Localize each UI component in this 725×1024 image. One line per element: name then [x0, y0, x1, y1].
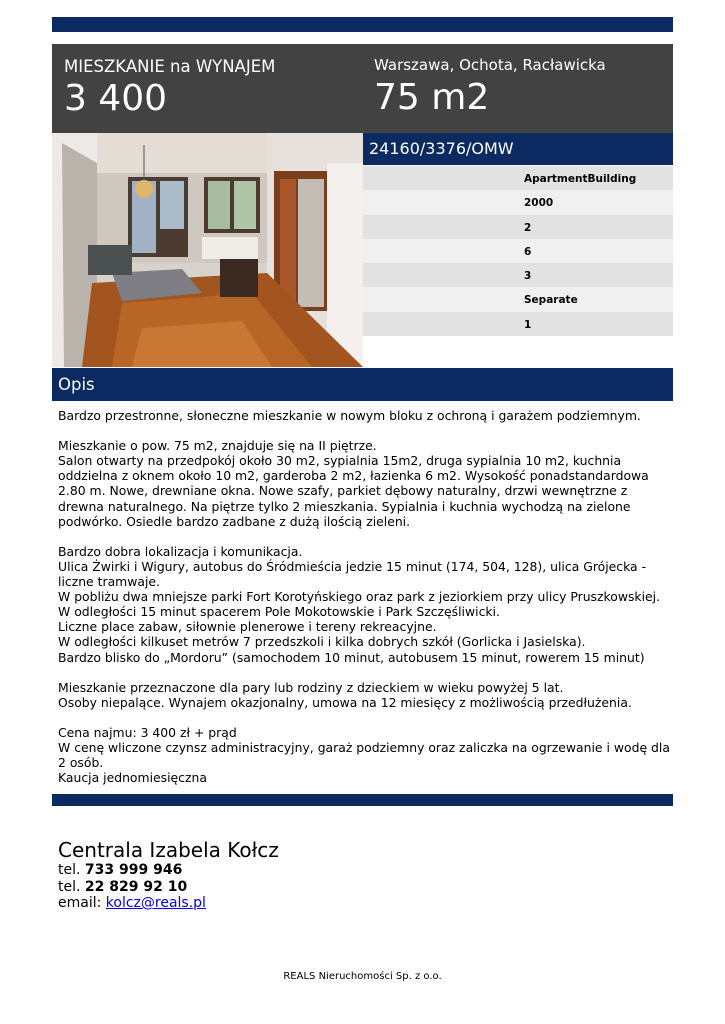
property-value: 2000 — [524, 197, 554, 210]
property-value: 3 — [524, 270, 532, 283]
property-value: 6 — [524, 245, 532, 258]
header-right — [374, 57, 606, 120]
email-link[interactable]: kolcz@reals.pl — [105, 895, 206, 911]
phone-line-1 — [58, 862, 458, 879]
phone-number-1: 733 999 946 — [84, 862, 183, 878]
location-label: Warszawa, Ochota, Racławicka — [374, 56, 606, 74]
tel-label: tel. — [58, 862, 81, 878]
property-row — [363, 287, 673, 311]
phone-number-2: 22 829 92 10 — [84, 878, 188, 895]
description-heading: Opis — [58, 375, 95, 394]
email-line — [58, 895, 458, 912]
description-text: Bardzo przestronne, słoneczne mieszkanie w nowym bloku z ochroną i garażem podziemnym. Mieszkanie o pow. 75 m2, znajduje się na II piętrze. Salon otwarty na przedpokój około 30 m2, sypialnia 15m2, druga sypialnia 10 m2, kuchnia oddzielna z oknem około 10 m2, garderoba 2 m2, łazienka 6 m2. Wysokość ponadstandardowa 2.80 m. Nowe, drewniane okna. Nowe szafy, parkiet dębowy naturalny, drzwi wewnętrzne z drewna naturalnego. Na piętrze tylko 2 mieszkania. Sypialnia i kuchnia wychodzą na zielone podwórko. Osiedle bardzo zadbane z dużą ilością zieleni. Bardzo dobra lokalizacja i komunikacja. Ulica Żwirki i Wigury, autobus do Śródmieścia jedzie 15 minut (174, 504, 128), ulica Grójecka - liczne tramwaje. W pobliżu dwa mniejsze parki Fort Korotyńskiego oraz park z jeziorkiem przy ulicy Pruszkowskiej. W odległości 15 minut spacerem Pole Mokotowskie i Park Szczęśliwicki. Liczne place zabaw, siłownie plenerowe i tereny rekreacyjne. W odległości kilkuset metrów 7 przedszkoli i kilka dobrych szkół (Gorlicka i Jasielska). Bardzo blisko do „Mordoru” (samochodem 10 minut, autobusem 15 minut, rowerem 15 minut) Mieszkanie przeznaczone dla pary lub rodziny z dzieckiem w wieku powyżej 5 lat. Osoby niepalące. Wynajem okazjonalny, umowa na 12 miesięcy z możliwością przedłużenia. Cena najmu: 3 400 zł + prąd W cenę wliczone czynsz administracyjny, garaż podziemny oraz zaliczka na ogrzewanie i wodę dla 2 osób. Kaucja jednomiesięczna — [58, 408, 670, 786]
property-row — [363, 166, 673, 190]
agent-name: Centrala Izabela Kołcz — [58, 838, 279, 862]
contact-block — [58, 838, 458, 912]
offer-type-label: MIESZKANIE na WYNAJEM — [64, 57, 276, 76]
property-row — [363, 263, 673, 287]
property-value: 1 — [524, 318, 532, 331]
tel-label: tel. — [58, 878, 81, 895]
top-accent-bar — [52, 17, 673, 32]
bottom-accent-bar — [52, 794, 673, 806]
property-value: 2 — [524, 221, 532, 234]
property-value: Separate — [524, 294, 578, 307]
header-left — [64, 57, 275, 121]
property-row — [363, 190, 673, 214]
reference-bar — [363, 133, 673, 165]
property-row — [363, 239, 673, 263]
area-value: 75 m2 — [374, 77, 490, 118]
email-label: email: — [58, 895, 102, 911]
phone-line-2 — [58, 879, 458, 896]
description-heading-bar — [52, 368, 673, 401]
property-table — [363, 166, 673, 336]
listing-header — [52, 44, 673, 133]
apartment-photo — [52, 133, 363, 367]
reference-number: 24160/3376/OMW — [369, 139, 514, 158]
footer-company: REALS Nieruchomości Sp. z o.o. — [283, 971, 442, 982]
price-value: 3 400 — [64, 78, 168, 119]
property-row — [363, 312, 673, 336]
property-value: ApartmentBuilding — [524, 173, 637, 185]
property-row — [363, 215, 673, 239]
